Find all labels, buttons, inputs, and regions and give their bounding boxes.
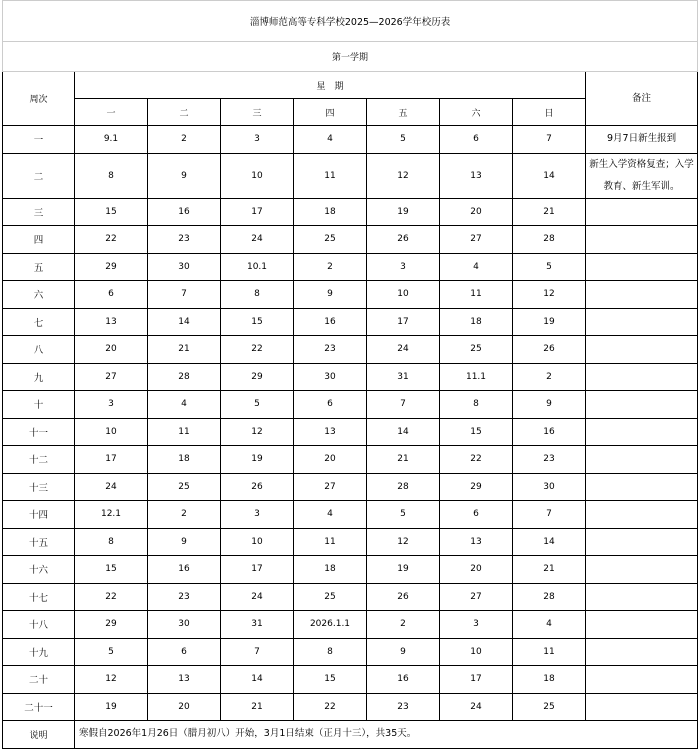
week-number: 四 — [3, 226, 75, 254]
remark-cell — [586, 446, 698, 474]
date-cell: 11.1 — [440, 363, 513, 391]
date-cell: 26 — [221, 473, 294, 501]
week-number: 十五 — [3, 528, 75, 556]
date-cell: 5 — [221, 391, 294, 419]
table-row — [3, 336, 698, 364]
table-row — [3, 363, 698, 391]
remark-cell: 9月7日新生报到 — [586, 126, 698, 154]
note-row — [3, 721, 698, 749]
date-cell: 27 — [440, 583, 513, 611]
date-cell: 16 — [367, 666, 440, 694]
remark-cell — [586, 583, 698, 611]
date-cell: 6 — [294, 391, 367, 419]
table-row — [3, 501, 698, 529]
table-row — [3, 556, 698, 584]
table-row — [3, 693, 698, 721]
date-cell: 31 — [221, 611, 294, 639]
remark-cell — [586, 611, 698, 639]
table-row — [3, 473, 698, 501]
date-cell: 2 — [148, 126, 221, 154]
remark-cell — [586, 253, 698, 281]
date-cell: 19 — [75, 693, 148, 721]
date-cell: 6 — [440, 126, 513, 154]
table-row — [3, 418, 698, 446]
table-row — [3, 153, 698, 198]
date-cell: 23 — [148, 583, 221, 611]
week-number: 二十 — [3, 666, 75, 694]
remark-cell — [586, 198, 698, 226]
date-cell: 11 — [294, 153, 367, 198]
remark-cell — [586, 363, 698, 391]
date-cell: 10 — [221, 153, 294, 198]
date-cell: 18 — [294, 556, 367, 584]
table-row — [3, 611, 698, 639]
date-cell: 17 — [221, 198, 294, 226]
date-cell: 20 — [440, 198, 513, 226]
date-cell: 11 — [294, 528, 367, 556]
date-cell: 22 — [75, 226, 148, 254]
date-cell: 30 — [148, 253, 221, 281]
date-cell: 21 — [221, 693, 294, 721]
weekday-header: 二 — [148, 99, 221, 126]
date-cell: 10 — [221, 528, 294, 556]
remark-cell: 新生入学资格复查；入学教育、新生军训。 — [586, 153, 698, 198]
date-cell: 14 — [221, 666, 294, 694]
date-cell: 2 — [513, 363, 586, 391]
date-cell: 18 — [294, 198, 367, 226]
date-cell: 28 — [513, 226, 586, 254]
date-cell: 18 — [513, 666, 586, 694]
date-cell: 2026.1.1 — [294, 611, 367, 639]
remark-cell — [586, 638, 698, 666]
date-cell: 13 — [440, 528, 513, 556]
date-cell: 2 — [294, 253, 367, 281]
date-cell: 13 — [440, 153, 513, 198]
date-cell: 16 — [148, 198, 221, 226]
date-cell: 16 — [148, 556, 221, 584]
date-cell: 22 — [221, 336, 294, 364]
date-cell: 24 — [221, 583, 294, 611]
week-number: 十一 — [3, 418, 75, 446]
date-cell: 20 — [294, 446, 367, 474]
remark-cell — [586, 281, 698, 309]
date-cell: 24 — [440, 693, 513, 721]
date-cell: 4 — [148, 391, 221, 419]
week-number: 十七 — [3, 583, 75, 611]
date-cell: 16 — [513, 418, 586, 446]
date-cell: 23 — [367, 693, 440, 721]
date-cell: 15 — [75, 556, 148, 584]
date-cell: 17 — [440, 666, 513, 694]
date-cell: 21 — [513, 198, 586, 226]
date-cell: 26 — [367, 226, 440, 254]
date-cell: 15 — [294, 666, 367, 694]
remark-cell — [586, 418, 698, 446]
date-cell: 27 — [75, 363, 148, 391]
date-cell: 10 — [75, 418, 148, 446]
date-cell: 13 — [75, 308, 148, 336]
date-cell: 22 — [294, 693, 367, 721]
date-cell: 21 — [148, 336, 221, 364]
week-number: 六 — [3, 281, 75, 309]
remark-cell — [586, 226, 698, 254]
date-cell: 2 — [367, 611, 440, 639]
date-cell: 9 — [513, 391, 586, 419]
date-cell: 25 — [148, 473, 221, 501]
date-cell: 18 — [440, 308, 513, 336]
week-number: 五 — [3, 253, 75, 281]
date-cell: 2 — [148, 501, 221, 529]
date-cell: 27 — [440, 226, 513, 254]
date-cell: 10.1 — [221, 253, 294, 281]
date-cell: 7 — [513, 501, 586, 529]
week-number: 十八 — [3, 611, 75, 639]
date-cell: 14 — [513, 153, 586, 198]
semester-heading: 第一学期 — [3, 42, 698, 72]
date-cell: 17 — [221, 556, 294, 584]
date-cell: 12 — [75, 666, 148, 694]
date-cell: 19 — [513, 308, 586, 336]
weekday-header: 四 — [294, 99, 367, 126]
date-cell: 9 — [367, 638, 440, 666]
date-cell: 4 — [513, 611, 586, 639]
date-cell: 3 — [367, 253, 440, 281]
table-row — [3, 446, 698, 474]
table-row — [3, 528, 698, 556]
week-number: 十三 — [3, 473, 75, 501]
date-cell: 23 — [513, 446, 586, 474]
date-cell: 20 — [148, 693, 221, 721]
date-cell: 12 — [367, 153, 440, 198]
week-number: 十四 — [3, 501, 75, 529]
remark-cell — [586, 308, 698, 336]
date-cell: 29 — [440, 473, 513, 501]
week-number: 九 — [3, 363, 75, 391]
date-cell: 24 — [367, 336, 440, 364]
table-row — [3, 391, 698, 419]
date-cell: 9 — [148, 528, 221, 556]
date-cell: 3 — [440, 611, 513, 639]
date-cell: 10 — [440, 638, 513, 666]
date-cell: 31 — [367, 363, 440, 391]
table-row — [3, 666, 698, 694]
date-cell: 15 — [440, 418, 513, 446]
remark-cell — [586, 473, 698, 501]
date-cell: 24 — [75, 473, 148, 501]
table-row — [3, 583, 698, 611]
school-calendar-table — [2, 0, 698, 749]
date-cell: 21 — [513, 556, 586, 584]
date-cell: 8 — [294, 638, 367, 666]
date-cell: 20 — [75, 336, 148, 364]
date-cell: 19 — [367, 198, 440, 226]
date-cell: 5 — [75, 638, 148, 666]
date-cell: 16 — [294, 308, 367, 336]
date-cell: 11 — [513, 638, 586, 666]
date-cell: 7 — [513, 126, 586, 154]
date-cell: 10 — [367, 281, 440, 309]
date-cell: 14 — [513, 528, 586, 556]
date-cell: 15 — [75, 198, 148, 226]
date-cell: 23 — [148, 226, 221, 254]
week-number: 二十一 — [3, 693, 75, 721]
remark-cell — [586, 391, 698, 419]
date-cell: 28 — [148, 363, 221, 391]
table-row — [3, 253, 698, 281]
note-label: 说明 — [3, 721, 75, 749]
date-cell: 12 — [367, 528, 440, 556]
remark-cell — [586, 528, 698, 556]
week-number: 三 — [3, 198, 75, 226]
table-row — [3, 226, 698, 254]
date-cell: 23 — [294, 336, 367, 364]
date-cell: 4 — [294, 501, 367, 529]
weekday-header: 五 — [367, 99, 440, 126]
date-cell: 9 — [294, 281, 367, 309]
date-cell: 6 — [440, 501, 513, 529]
week-number: 二 — [3, 153, 75, 198]
remark-cell — [586, 336, 698, 364]
date-cell: 5 — [367, 126, 440, 154]
remark-cell — [586, 556, 698, 584]
date-cell: 29 — [75, 253, 148, 281]
week-number: 八 — [3, 336, 75, 364]
date-cell: 25 — [513, 693, 586, 721]
date-cell: 7 — [148, 281, 221, 309]
week-number: 十九 — [3, 638, 75, 666]
date-cell: 30 — [513, 473, 586, 501]
date-cell: 6 — [75, 281, 148, 309]
date-cell: 11 — [440, 281, 513, 309]
date-cell: 22 — [75, 583, 148, 611]
date-cell: 7 — [367, 391, 440, 419]
date-cell: 13 — [294, 418, 367, 446]
date-cell: 26 — [367, 583, 440, 611]
date-cell: 5 — [513, 253, 586, 281]
date-cell: 6 — [148, 638, 221, 666]
date-cell: 25 — [294, 226, 367, 254]
date-cell: 4 — [294, 126, 367, 154]
table-row — [3, 638, 698, 666]
table-row — [3, 126, 698, 154]
date-cell: 28 — [513, 583, 586, 611]
week-column-header: 周次 — [3, 72, 75, 126]
week-number: 七 — [3, 308, 75, 336]
week-number: 十 — [3, 391, 75, 419]
date-cell: 21 — [367, 446, 440, 474]
date-cell: 4 — [440, 253, 513, 281]
date-cell: 30 — [148, 611, 221, 639]
week-number: 十二 — [3, 446, 75, 474]
date-cell: 29 — [221, 363, 294, 391]
date-cell: 8 — [221, 281, 294, 309]
weekday-header: 日 — [513, 99, 586, 126]
date-cell: 8 — [75, 153, 148, 198]
date-cell: 7 — [221, 638, 294, 666]
table-row — [3, 308, 698, 336]
remark-column-header: 备注 — [586, 72, 698, 126]
date-cell: 3 — [221, 126, 294, 154]
date-cell: 19 — [367, 556, 440, 584]
date-cell: 8 — [440, 391, 513, 419]
remark-cell — [586, 666, 698, 694]
date-cell: 19 — [221, 446, 294, 474]
table-row — [3, 198, 698, 226]
date-cell: 8 — [75, 528, 148, 556]
weekday-header: 一 — [75, 99, 148, 126]
date-cell: 5 — [367, 501, 440, 529]
date-cell: 24 — [221, 226, 294, 254]
date-cell: 12 — [513, 281, 586, 309]
date-cell: 26 — [513, 336, 586, 364]
calendar-document — [2, 0, 697, 749]
date-cell: 29 — [75, 611, 148, 639]
calendar-title: 淄博师范高等专科学校2025—2026学年校历表 — [3, 1, 698, 42]
date-cell: 17 — [367, 308, 440, 336]
date-cell: 11 — [148, 418, 221, 446]
date-cell: 12.1 — [75, 501, 148, 529]
weekday-group-header: 星 期 — [75, 72, 586, 99]
date-cell: 3 — [75, 391, 148, 419]
remark-cell — [586, 501, 698, 529]
remark-cell — [586, 693, 698, 721]
date-cell: 14 — [367, 418, 440, 446]
date-cell: 27 — [294, 473, 367, 501]
date-cell: 9.1 — [75, 126, 148, 154]
date-cell: 28 — [367, 473, 440, 501]
date-cell: 14 — [148, 308, 221, 336]
week-number: 一 — [3, 126, 75, 154]
date-cell: 30 — [294, 363, 367, 391]
date-cell: 3 — [221, 501, 294, 529]
weekday-header: 三 — [221, 99, 294, 126]
date-cell: 25 — [440, 336, 513, 364]
date-cell: 15 — [221, 308, 294, 336]
date-cell: 13 — [148, 666, 221, 694]
note-text: 寒假自2026年1月26日（腊月初八）开始，3月1日结束（正月十三），共35天。 — [75, 721, 698, 749]
date-cell: 22 — [440, 446, 513, 474]
date-cell: 12 — [221, 418, 294, 446]
date-cell: 18 — [148, 446, 221, 474]
date-cell: 17 — [75, 446, 148, 474]
date-cell: 9 — [148, 153, 221, 198]
weekday-header: 六 — [440, 99, 513, 126]
date-cell: 25 — [294, 583, 367, 611]
date-cell: 20 — [440, 556, 513, 584]
week-number: 十六 — [3, 556, 75, 584]
table-row — [3, 281, 698, 309]
